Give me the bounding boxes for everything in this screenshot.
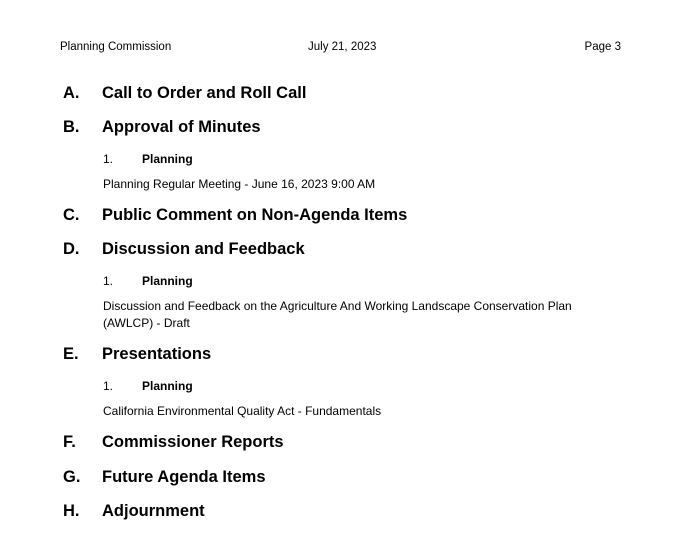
section-letter: E. [63,345,79,363]
page-header [60,41,621,55]
header-page-number: Page 3 [584,41,621,53]
section-heading-presentations [63,345,211,364]
section-heading-public-comment [63,206,407,225]
section-letter: A. [63,84,80,102]
section-letter: C. [63,206,80,224]
section-letter: D. [63,240,80,258]
section-title: Adjournment [102,502,205,520]
section-letter: F. [63,433,76,451]
section-heading-approval-of-minutes [63,118,261,137]
header-date: July 21, 2023 [308,41,377,53]
section-heading-discussion-feedback [63,240,305,259]
agenda-item-description: Discussion and Feedback on the Agriculture And Working Landscape Conservation Plan (AWLCP) - Draft [103,299,572,330]
section-title: Presentations [102,345,212,363]
item-number: 1. [103,274,114,288]
agenda-item-description: Planning Regular Meeting - June 16, 2023 9:00 AM [103,177,376,191]
item-department: Planning [142,274,193,288]
item-department: Planning [142,379,193,393]
section-letter: H. [63,502,80,520]
section-title: Public Comment on Non-Agenda Items [102,206,408,224]
section-heading-call-to-order [63,84,306,103]
agenda-item-line [103,152,193,166]
section-title: Future Agenda Items [102,468,266,486]
header-organization: Planning Commission [60,41,172,53]
agenda-item-description: California Environmental Quality Act - Fundamentals [103,404,382,418]
item-number: 1. [103,379,114,393]
item-department: Planning [142,152,193,166]
section-letter: G. [63,468,81,486]
section-title: Call to Order and Roll Call [102,84,307,102]
item-number: 1. [103,152,114,166]
agenda-item-line [103,379,193,393]
section-letter: B. [63,118,80,136]
section-heading-commissioner-reports [63,433,284,452]
section-title: Discussion and Feedback [102,240,305,258]
section-title: Approval of Minutes [102,118,261,136]
section-title: Commissioner Reports [102,433,284,451]
section-heading-future-agenda-items [63,468,266,487]
agenda-item-line [103,274,193,288]
section-heading-adjournment [63,502,205,521]
